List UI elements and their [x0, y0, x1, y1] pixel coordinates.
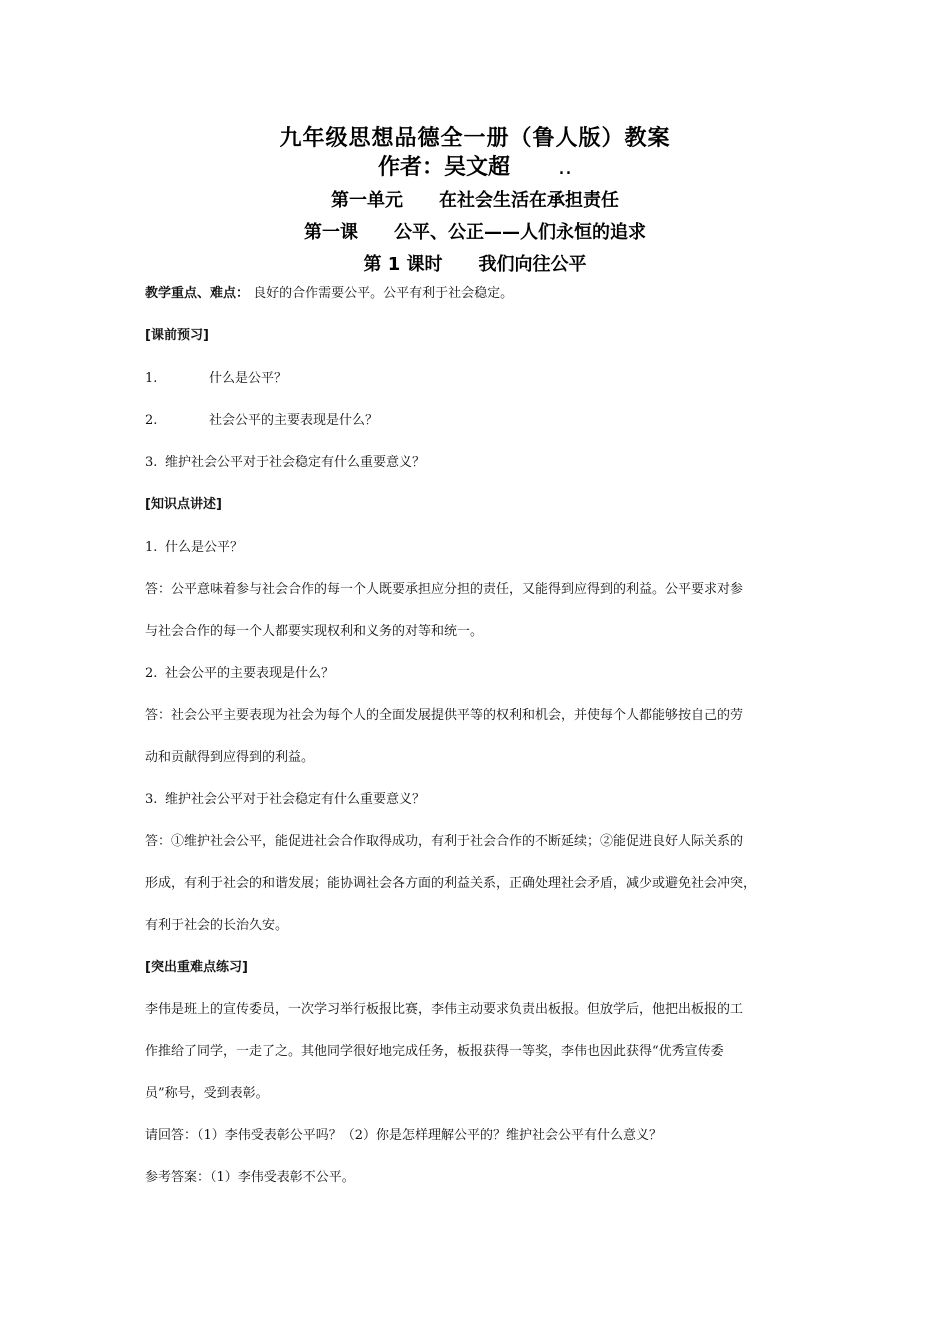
- lesson-heading: [0, 218, 950, 244]
- preview-item: 3. 维护社会公平对于社会稳定有什么重要意义？: [145, 455, 426, 470]
- focus-line: [145, 284, 815, 304]
- preview-item: 2. 社会公平的主要表现是什么？: [145, 413, 379, 428]
- section-header-practice: [突出重难点练习]: [145, 960, 248, 975]
- answer-2-line: 动和贡献得到应得到的利益。: [145, 750, 315, 765]
- exercise-question: 请回答：（1）李伟受表彰公平吗？（2）你是怎样理解公平的？维护社会公平有什么意义？: [145, 1128, 663, 1143]
- lesson-name: 公平、公正——人们永恒的追求: [394, 222, 646, 243]
- section-header-knowledge: [知识点讲述]: [145, 497, 222, 512]
- answer-1-line: 与社会合作的每一个人都要实现权利和义务的对等和统一。: [145, 624, 484, 639]
- question-3: 3. 维护社会公平对于社会稳定有什么重要意义？: [145, 792, 426, 807]
- answer-3-line: 有利于社会的长治久安。: [145, 918, 289, 933]
- section-header-preview: [课前预习]: [145, 328, 209, 343]
- story-line: 员”称号，受到表彰。: [145, 1086, 269, 1101]
- author-line: [0, 150, 950, 181]
- period-heading: [0, 250, 950, 276]
- answer-3-line: 答：①维护社会公平，能促进社会合作取得成功，有利于社会合作的不断延续；②能促进良好人际关系的: [145, 834, 744, 849]
- question-2: 2. 社会公平的主要表现是什么？: [145, 666, 335, 681]
- answer-2-line: 答：社会公平主要表现为社会为每个人的全面发展提供平等的权利和机会，并使每个人都能够按自己的劳: [145, 708, 744, 723]
- answer-1-line: 答：公平意味着参与社会合作的每一个人既要承担应分担的责任，又能得到应得到的利益。公平要求对参: [145, 582, 744, 597]
- preview-item: 1. 什么是公平？: [145, 371, 288, 386]
- author: 作者：吴文超: [377, 155, 510, 180]
- reference-answer: 参考答案：（1）李伟受表彰不公平。: [145, 1170, 355, 1185]
- answer-3-line: 形成，有利于社会的和谐发展；能协调社会各方面的利益关系，正确处理社会矛盾，减少或避免社会冲突，: [145, 876, 757, 891]
- story-line: 李伟是班上的宣传委员，一次学习举行板报比赛，李伟主动要求负责出板报。但放学后，他把出板报的工: [145, 1002, 744, 1017]
- unit-label: 第一单元: [331, 190, 403, 211]
- period-label: 第 1 课时: [363, 254, 443, 275]
- author-dots: ..: [558, 155, 572, 180]
- unit-name: 在社会生活在承担责任: [439, 190, 619, 211]
- focus-text: 良好的合作需要公平。公平有利于社会稳定。: [253, 286, 514, 301]
- document-title: 九年级思想品德全一册（鲁人版）教案: [279, 126, 671, 151]
- unit-heading: [0, 186, 950, 212]
- question-1: 1. 什么是公平？: [145, 540, 244, 555]
- lesson-label: 第一课: [304, 222, 358, 243]
- focus-label: 教学重点、难点：: [145, 286, 250, 301]
- period-name: 我们向往公平: [478, 254, 587, 275]
- story-line: 作推给了同学，一走了之。其他同学很好地完成任务，板报获得一等奖，李伟也因此获得“优秀宣传委: [145, 1044, 724, 1059]
